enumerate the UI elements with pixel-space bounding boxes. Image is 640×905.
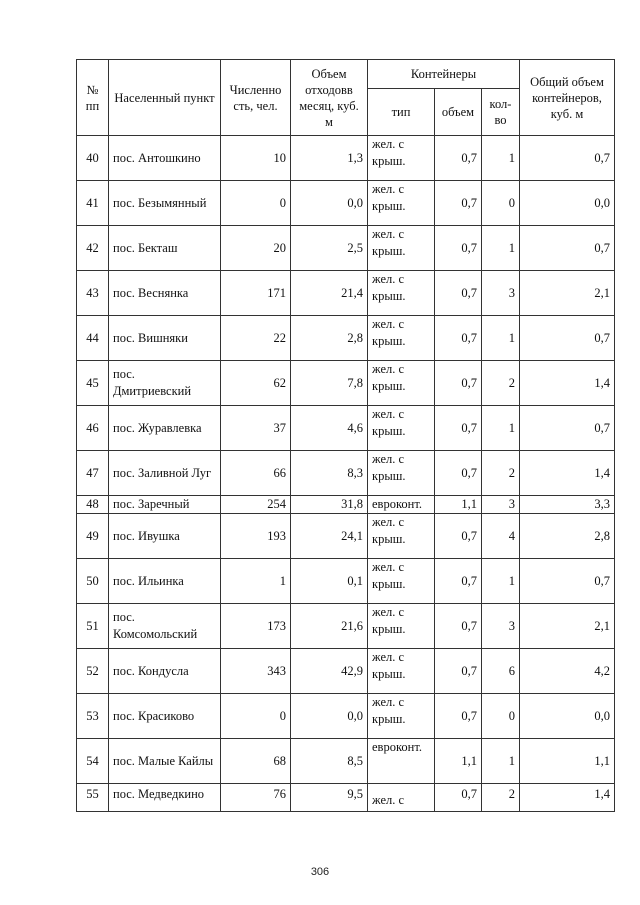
table-row [77, 406, 615, 451]
cell-monthly-waste: 9,5 [291, 784, 368, 812]
cell-monthly-waste: 2,8 [291, 316, 368, 361]
cell-settlement-name: пос. Заливной Луг [109, 451, 221, 496]
cell-num: 44 [77, 316, 109, 361]
cell-container-type: жел. с крыш. [368, 649, 435, 694]
cell-population: 171 [221, 271, 291, 316]
cell-total-capacity: 0,7 [520, 406, 615, 451]
header-count: кол-во [482, 89, 520, 136]
cell-population: 10 [221, 136, 291, 181]
cell-container-type: евроконт. [368, 739, 435, 784]
header-population: Численно сть, чел. [221, 60, 291, 136]
cell-container-type: жел. с крыш. [368, 694, 435, 739]
cell-container-capacity: 0,7 [435, 316, 482, 361]
cell-container-count: 0 [482, 181, 520, 226]
header-total: Общий объем контейнеров, куб. м [520, 60, 615, 136]
cell-num: 45 [77, 361, 109, 406]
table-row [77, 361, 615, 406]
cell-container-capacity: 0,7 [435, 136, 482, 181]
cell-container-capacity: 0,7 [435, 406, 482, 451]
cell-container-type: жел. с крыш. [368, 451, 435, 496]
cell-container-count: 3 [482, 604, 520, 649]
table-row [77, 649, 615, 694]
cell-total-capacity: 1,4 [520, 784, 615, 812]
cell-container-type: жел. с крыш. [368, 226, 435, 271]
settlement-containers-table [76, 59, 615, 812]
cell-population: 193 [221, 514, 291, 559]
cell-total-capacity: 0,7 [520, 226, 615, 271]
cell-container-type: жел. с крыш. [368, 604, 435, 649]
header-type: тип [368, 89, 435, 136]
cell-container-capacity: 0,7 [435, 649, 482, 694]
cell-container-type: жел. с крыш. [368, 181, 435, 226]
cell-container-capacity: 0,7 [435, 181, 482, 226]
cell-container-count: 3 [482, 496, 520, 514]
cell-population: 76 [221, 784, 291, 812]
cell-container-count: 6 [482, 649, 520, 694]
cell-settlement-name: пос. Кондусла [109, 649, 221, 694]
cell-container-type: жел. с крыш. [368, 361, 435, 406]
cell-num: 53 [77, 694, 109, 739]
cell-num: 48 [77, 496, 109, 514]
cell-total-capacity: 0,0 [520, 694, 615, 739]
cell-container-count: 2 [482, 784, 520, 812]
cell-container-type: евроконт. [368, 496, 435, 514]
cell-monthly-waste: 21,6 [291, 604, 368, 649]
header-name: Населенный пункт [109, 60, 221, 136]
cell-monthly-waste: 7,8 [291, 361, 368, 406]
cell-population: 1 [221, 559, 291, 604]
cell-population: 343 [221, 649, 291, 694]
cell-population: 254 [221, 496, 291, 514]
cell-container-type: жел. с крыш. [368, 406, 435, 451]
cell-container-capacity: 0,7 [435, 361, 482, 406]
cell-population: 0 [221, 694, 291, 739]
table-row [77, 514, 615, 559]
cell-monthly-waste: 2,5 [291, 226, 368, 271]
cell-settlement-name: пос. Вишняки [109, 316, 221, 361]
cell-monthly-waste: 4,6 [291, 406, 368, 451]
cell-population: 37 [221, 406, 291, 451]
cell-total-capacity: 0,7 [520, 136, 615, 181]
cell-settlement-name: пос. Журавлевка [109, 406, 221, 451]
cell-total-capacity: 2,1 [520, 271, 615, 316]
cell-total-capacity: 3,3 [520, 496, 615, 514]
cell-settlement-name: пос. Ильинка [109, 559, 221, 604]
cell-monthly-waste: 0,0 [291, 694, 368, 739]
cell-container-capacity: 0,7 [435, 451, 482, 496]
cell-container-capacity: 0,7 [435, 514, 482, 559]
cell-num: 43 [77, 271, 109, 316]
table-row [77, 226, 615, 271]
cell-settlement-name: пос. Заречный [109, 496, 221, 514]
cell-total-capacity: 1,1 [520, 739, 615, 784]
cell-container-capacity: 0,7 [435, 784, 482, 812]
cell-num: 50 [77, 559, 109, 604]
cell-container-capacity: 0,7 [435, 226, 482, 271]
cell-population: 62 [221, 361, 291, 406]
cell-num: 52 [77, 649, 109, 694]
cell-monthly-waste: 8,5 [291, 739, 368, 784]
cell-container-capacity: 1,1 [435, 496, 482, 514]
cell-num: 42 [77, 226, 109, 271]
cell-population: 0 [221, 181, 291, 226]
cell-container-count: 1 [482, 316, 520, 361]
cell-settlement-name: пос. Веснянка [109, 271, 221, 316]
header-capacity: объем [435, 89, 482, 136]
table-row [77, 496, 615, 514]
cell-container-count: 1 [482, 226, 520, 271]
cell-total-capacity: 2,8 [520, 514, 615, 559]
cell-settlement-name: пос. Дмитриевский [109, 361, 221, 406]
header-containers: Контейнеры [368, 60, 520, 89]
cell-container-count: 1 [482, 739, 520, 784]
cell-population: 68 [221, 739, 291, 784]
cell-total-capacity: 1,4 [520, 361, 615, 406]
cell-num: 47 [77, 451, 109, 496]
cell-population: 20 [221, 226, 291, 271]
cell-total-capacity: 0,0 [520, 181, 615, 226]
cell-settlement-name: пос. Комсомольский [109, 604, 221, 649]
cell-total-capacity: 2,1 [520, 604, 615, 649]
cell-container-type: жел. с крыш. [368, 316, 435, 361]
cell-total-capacity: 0,7 [520, 559, 615, 604]
cell-num: 54 [77, 739, 109, 784]
cell-population: 22 [221, 316, 291, 361]
cell-container-capacity: 0,7 [435, 694, 482, 739]
cell-num: 41 [77, 181, 109, 226]
table-row [77, 451, 615, 496]
cell-monthly-waste: 0,0 [291, 181, 368, 226]
table-row [77, 784, 615, 812]
table-row [77, 271, 615, 316]
cell-container-count: 2 [482, 361, 520, 406]
cell-settlement-name: пос. Ивушка [109, 514, 221, 559]
cell-total-capacity: 0,7 [520, 316, 615, 361]
cell-container-count: 1 [482, 559, 520, 604]
table-row [77, 316, 615, 361]
cell-container-count: 4 [482, 514, 520, 559]
cell-total-capacity: 4,2 [520, 649, 615, 694]
cell-num: 51 [77, 604, 109, 649]
cell-container-capacity: 1,1 [435, 739, 482, 784]
cell-container-type: жел. с крыш. [368, 559, 435, 604]
cell-settlement-name: пос. Малые Кайлы [109, 739, 221, 784]
cell-num: 49 [77, 514, 109, 559]
table-row [77, 559, 615, 604]
cell-monthly-waste: 42,9 [291, 649, 368, 694]
header-num: № пп [77, 60, 109, 136]
cell-settlement-name: пос. Красиково [109, 694, 221, 739]
table-body [77, 136, 615, 812]
cell-container-count: 1 [482, 406, 520, 451]
cell-container-count: 2 [482, 451, 520, 496]
cell-settlement-name: пос. Антошкино [109, 136, 221, 181]
cell-monthly-waste: 31,8 [291, 496, 368, 514]
cell-population: 173 [221, 604, 291, 649]
cell-container-type: жел. с крыш. [368, 514, 435, 559]
cell-container-capacity: 0,7 [435, 271, 482, 316]
cell-container-capacity: 0,7 [435, 604, 482, 649]
table-row [77, 604, 615, 649]
cell-num: 40 [77, 136, 109, 181]
cell-monthly-waste: 0,1 [291, 559, 368, 604]
cell-num: 46 [77, 406, 109, 451]
cell-num: 55 [77, 784, 109, 812]
table-row [77, 181, 615, 226]
table-row [77, 694, 615, 739]
cell-container-type: жел. с крыш. [368, 271, 435, 316]
cell-settlement-name: пос. Медведкино [109, 784, 221, 812]
cell-container-count: 1 [482, 136, 520, 181]
table-row [77, 136, 615, 181]
header-waste: Объем отходовв месяц, куб. м [291, 60, 368, 136]
page-number: 306 [310, 866, 330, 878]
cell-monthly-waste: 8,3 [291, 451, 368, 496]
cell-settlement-name: пос. Бекташ [109, 226, 221, 271]
cell-settlement-name: пос. Безымянный [109, 181, 221, 226]
cell-monthly-waste: 21,4 [291, 271, 368, 316]
cell-monthly-waste: 1,3 [291, 136, 368, 181]
cell-population: 66 [221, 451, 291, 496]
cell-container-type: жел. с [368, 784, 435, 812]
table-header [77, 60, 615, 136]
cell-total-capacity: 1,4 [520, 451, 615, 496]
cell-container-count: 0 [482, 694, 520, 739]
cell-container-capacity: 0,7 [435, 559, 482, 604]
cell-container-type: жел. с крыш. [368, 136, 435, 181]
cell-monthly-waste: 24,1 [291, 514, 368, 559]
table-row [77, 739, 615, 784]
cell-container-count: 3 [482, 271, 520, 316]
